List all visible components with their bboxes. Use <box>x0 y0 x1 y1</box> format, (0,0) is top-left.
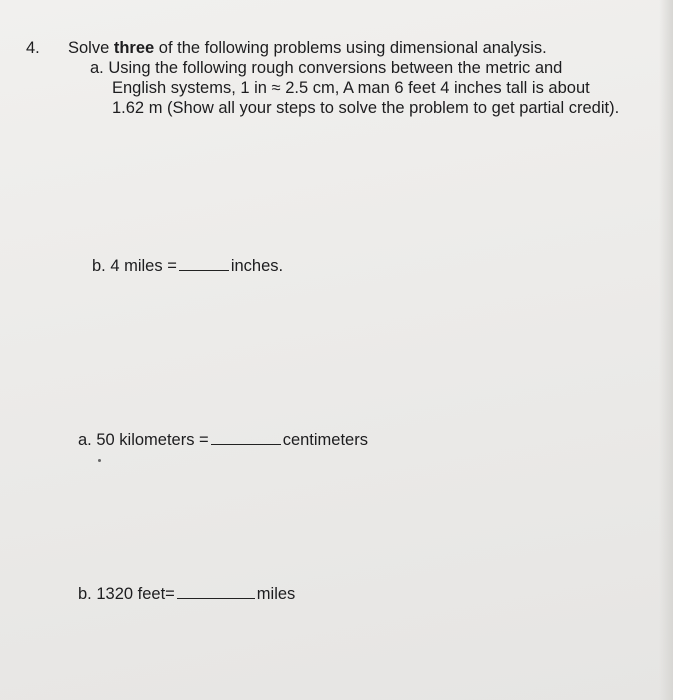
miles-prefix: b. 4 miles = <box>92 257 177 275</box>
page-edge-shadow <box>659 0 673 700</box>
part-a-kilometers-to-centimeters <box>78 430 368 450</box>
answer-blank-miles[interactable] <box>177 584 255 599</box>
kilometers-prefix: a. 50 kilometers = <box>78 431 209 449</box>
answer-blank-centimeters[interactable] <box>211 430 281 445</box>
part-a-line-1: a. Using the following rough conversions between the metric and <box>90 59 563 77</box>
intro-before: Solve <box>68 39 114 57</box>
question-intro <box>68 39 547 58</box>
pencil-dot <box>98 459 101 462</box>
feet-prefix: b. 1320 feet= <box>78 585 175 603</box>
question-number: 4. <box>26 39 40 57</box>
feet-suffix: miles <box>256 585 296 603</box>
part-a-line-3: 1.62 m (Show all your steps to solve the problem to get partial credit). <box>112 99 620 117</box>
part-b-miles-to-inches <box>92 256 283 276</box>
part-a-line-2: English systems, 1 in ≈ 2.5 cm, A man 6 feet 4 inches tall is about <box>112 79 590 97</box>
answer-blank-inches[interactable] <box>179 256 229 271</box>
intro-after: of the following problems using dimensional analysis. <box>154 39 547 57</box>
kilometers-suffix: centimeters <box>282 431 368 449</box>
part-b-feet-to-miles <box>78 584 295 604</box>
miles-suffix: inches. <box>230 257 284 275</box>
intro-bold-three: three <box>113 39 155 57</box>
